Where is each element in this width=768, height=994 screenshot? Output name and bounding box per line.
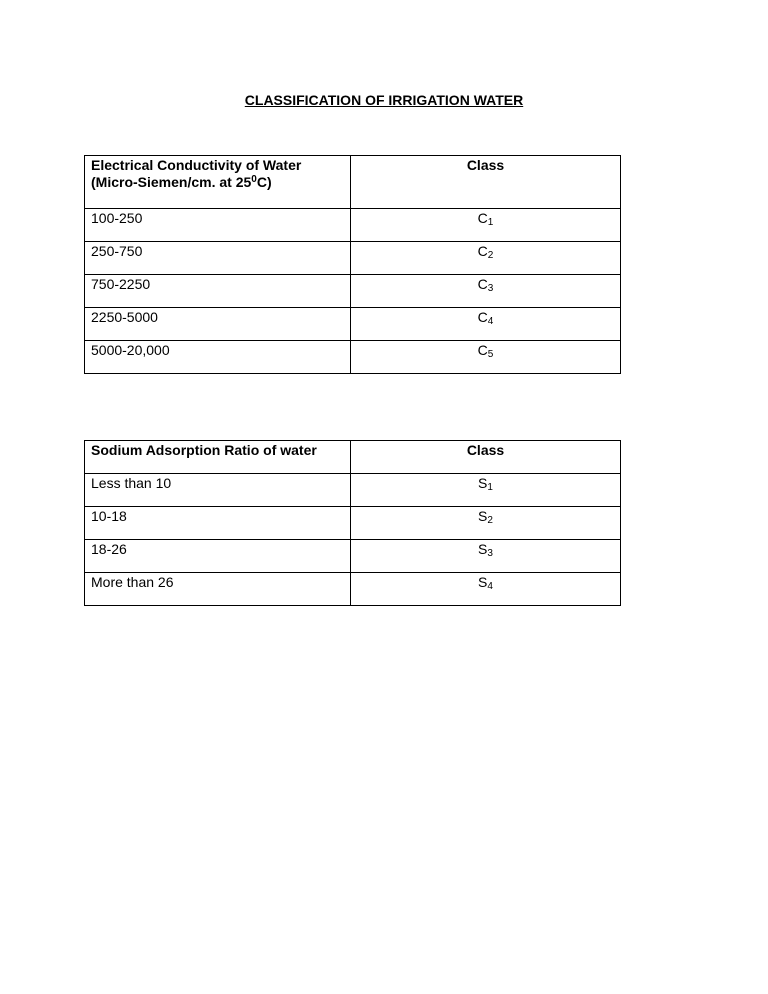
ec-range-cell: 100-250 (85, 209, 351, 242)
class-cell: $C_2$ (351, 242, 621, 275)
page-title: CLASSIFICATION OF IRRIGATION WATER (244, 92, 524, 108)
sar-range-cell: 18-26 (85, 540, 351, 573)
class-cell: $S_1$ (351, 474, 621, 507)
ec-range-cell: 5000-20,000 (85, 341, 351, 374)
ec-header-line1: Electrical Conductivity of Water (91, 157, 302, 173)
table-header-row (85, 441, 621, 474)
ec-range-cell: 250-750 (85, 242, 351, 275)
class-cell: $S_2$ (351, 507, 621, 540)
sar-column-header: Sodium Adsorption Ratio of water (85, 441, 351, 474)
table-row (85, 474, 621, 507)
class-cell: $C_5$ (351, 341, 621, 374)
table-row (85, 242, 621, 275)
table-row (85, 275, 621, 308)
ec-classification-table (84, 155, 621, 374)
class-cell: $C_3$ (351, 275, 621, 308)
ec-header-line2-suffix: C) (256, 174, 272, 190)
ec-header-superscript: 0 (251, 174, 257, 185)
class-cell: $C_4$ (351, 308, 621, 341)
table-row (85, 341, 621, 374)
table-row (85, 540, 621, 573)
table-row (85, 507, 621, 540)
table-row (85, 573, 621, 606)
class-column-header: Class (351, 156, 621, 209)
sar-classification-table (84, 440, 621, 606)
sar-range-cell: More than 26 (85, 573, 351, 606)
ec-header-line2-prefix: (Micro-Siemen/cm. at 25 (91, 174, 252, 190)
class-cell: $S_4$ (351, 573, 621, 606)
class-cell: $S_3$ (351, 540, 621, 573)
table-header-row (85, 156, 621, 209)
sar-range-cell: Less than 10 (85, 474, 351, 507)
ec-range-cell: 2250-5000 (85, 308, 351, 341)
class-cell: $C_1$ (351, 209, 621, 242)
table-row (85, 209, 621, 242)
sar-range-cell: 10-18 (85, 507, 351, 540)
table-row (85, 308, 621, 341)
class-column-header: Class (351, 441, 621, 474)
ec-column-header (85, 156, 351, 209)
ec-range-cell: 750-2250 (85, 275, 351, 308)
